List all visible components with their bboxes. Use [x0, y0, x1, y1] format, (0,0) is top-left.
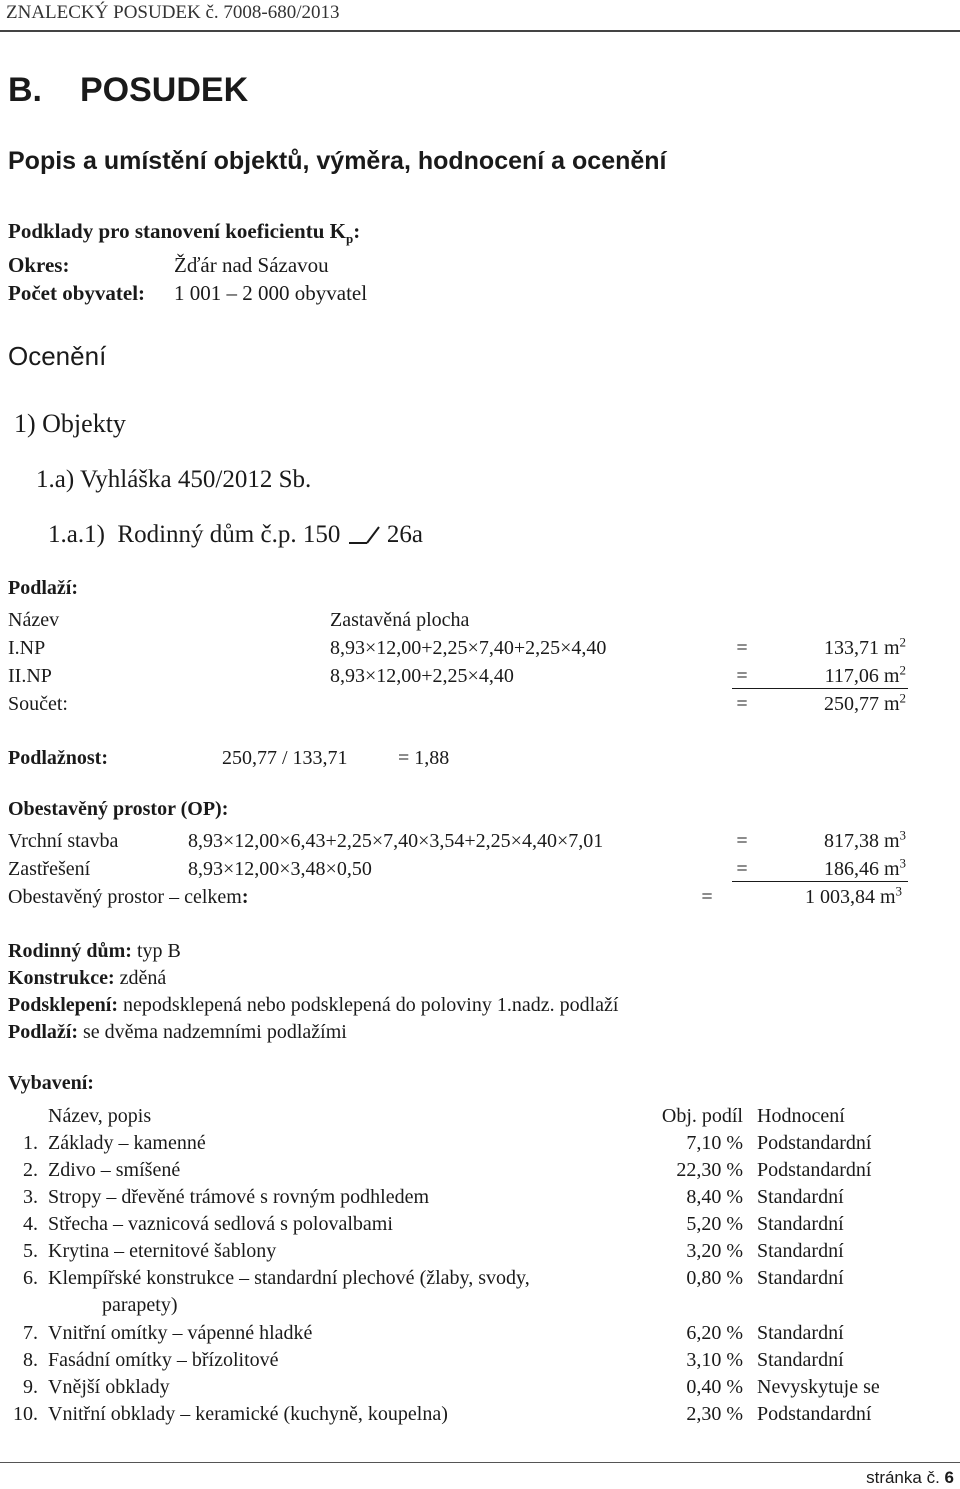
op-row-value: [760, 829, 906, 853]
podlazi-col-nazev: Název: [8, 609, 60, 631]
vybaveni-row-share: 6,20 %: [686, 1322, 743, 1344]
vybaveni-row-share: 0,40 %: [686, 1376, 743, 1398]
header-rule: [0, 30, 960, 32]
op-total-label-text: Obestavěný prostor – celkem: [8, 886, 242, 908]
rodinny-dum-num: 1.a.1): [48, 521, 105, 548]
vybaveni-row-rating: Standardní: [757, 1267, 844, 1289]
op-total-rule: [732, 881, 908, 882]
podlazi-row-value: [760, 636, 906, 660]
podlazi-heading: Podlaží:: [8, 577, 78, 599]
podklady-heading-text: Podklady pro stanovení koeficientu K: [8, 219, 346, 243]
vybaveni-col-share: Obj. podíl: [661, 1105, 743, 1127]
vybaveni-row-share: 5,20 %: [686, 1213, 743, 1235]
op-row-value-text: 817,38 m: [823, 830, 900, 852]
podlazi-row-formula: 8,93×12,00+2,25×4,40: [330, 665, 514, 687]
podlazi-row-value: [760, 664, 906, 688]
rodinny-dum-heading: [48, 520, 423, 550]
podklady-heading: [8, 218, 361, 247]
section-sign-icon: [347, 525, 381, 547]
vybaveni-col-rating: Hodnocení: [757, 1105, 845, 1127]
vybaveni-row-num: 1.: [23, 1132, 38, 1154]
op-total-exp: 3: [895, 883, 902, 899]
footer-page: [866, 1468, 954, 1488]
vybaveni-row-share: 22,30 %: [676, 1159, 743, 1181]
op-row-value-text: 186,46 m: [823, 858, 900, 880]
podlazi-row-eq: =: [736, 665, 748, 687]
op-total-colon: :: [241, 886, 249, 908]
vybaveni-row-share: 8,40 %: [686, 1186, 743, 1208]
prop-value: se dvěma nadzemními podlažími: [83, 1021, 347, 1043]
podlazi-col-plocha: Zastavěná plocha: [330, 609, 470, 631]
vybaveni-row-share: 3,10 %: [686, 1349, 743, 1371]
okres-value: Žďár nad Sázavou: [174, 253, 329, 277]
podlaznost-result: = 1,88: [398, 747, 450, 769]
podlazi-row-name: I.NP: [8, 637, 46, 659]
podlazi-sum-rule: [732, 688, 908, 689]
op-total-value-text: 1 003,84 m: [804, 886, 896, 908]
vybaveni-row-num: 3.: [23, 1186, 38, 1208]
podlaznost-label: Podlažnost:: [8, 747, 108, 769]
op-total-value: [740, 885, 902, 909]
vybaveni-row-name: Fasádní omítky – břízolitové: [48, 1349, 279, 1371]
prop-label: Rodinný dům:: [8, 940, 132, 962]
section-letter: B.: [8, 71, 42, 109]
podlazi-row-exp: 2: [899, 634, 906, 650]
obyvatel-label: Počet obyvatel:: [8, 281, 146, 305]
vybaveni-row-rating: Nevyskytuje se: [757, 1376, 880, 1398]
prop-label: Podlaží:: [8, 1021, 78, 1043]
podlazi-sum-value-text: 250,77 m: [823, 693, 900, 715]
prop-label: Podsklepení:: [8, 994, 119, 1016]
footer-page-label: stránka č.: [866, 1468, 940, 1487]
vybaveni-row-num: 6.: [23, 1267, 38, 1289]
op-total-eq: =: [701, 886, 713, 908]
vybaveni-row-num: 10.: [13, 1403, 38, 1425]
podlazi-sum-label: Součet:: [8, 693, 68, 715]
prop-podsklepeni: [8, 993, 618, 1017]
rodinny-dum-tail: 26a: [386, 521, 423, 548]
vybaveni-row-rating: Podstandardní: [757, 1403, 872, 1425]
vybaveni-row-num: 8.: [23, 1349, 38, 1371]
header-title: ZNALECKÝ POSUDEK č. 7008-680/2013: [6, 2, 340, 23]
vybaveni-row-share: 7,10 %: [686, 1132, 743, 1154]
podlazi-row-name: II.NP: [8, 665, 52, 687]
vybaveni-row-share: 2,30 %: [686, 1403, 743, 1425]
vybaveni-row-name: Vnitřní obklady – keramické (kuchyně, koupelna): [48, 1403, 448, 1425]
vybaveni-row-share: 3,20 %: [686, 1240, 743, 1262]
section-title: POSUDEK: [80, 71, 249, 109]
vybaveni-row-name: Stropy – dřevěné trámové s rovným podhledem: [48, 1186, 430, 1208]
podlazi-row-exp: 2: [899, 662, 906, 678]
vybaveni-row-name: Vnitřní omítky – vápenné hladké: [48, 1322, 313, 1344]
op-row-formula: 8,93×12,00×6,43+2,25×7,40×3,54+2,25×4,40×7,01: [188, 830, 604, 852]
vybaveni-row-name: Zdivo – smíšené: [48, 1159, 181, 1181]
vybaveni-row-name: Střecha – vaznicová sedlová s polovalbami: [48, 1213, 393, 1235]
podklady-heading-sub: p: [346, 231, 354, 247]
podlazi-row-value-text: 133,71 m: [823, 637, 900, 659]
prop-label: Konstrukce:: [8, 967, 115, 989]
op-row-exp: 3: [899, 855, 906, 871]
vybaveni-row-name-cont: parapety): [102, 1294, 178, 1316]
op-row-exp: 3: [899, 827, 906, 843]
vybaveni-row-rating: Podstandardní: [757, 1132, 872, 1154]
vybaveni-row-num: 5.: [23, 1240, 38, 1262]
rodinny-dum-title: Rodinný dům č.p. 150: [117, 521, 341, 548]
podlazi-sum-exp: 2: [899, 690, 906, 706]
vybaveni-row-share: 0,80 %: [686, 1267, 743, 1289]
objekty-heading: 1) Objekty: [14, 409, 126, 438]
podlazi-row-eq: =: [736, 637, 748, 659]
prop-konstrukce: [8, 966, 166, 990]
prop-value: nepodsklepená nebo podsklepená do poloviny 1.nadz. podlaží: [123, 994, 619, 1016]
prop-value: typ B: [136, 940, 181, 962]
vybaveni-row-num: 9.: [23, 1376, 38, 1398]
op-row-name: Zastřešení: [8, 858, 91, 880]
oceneni-heading: Ocenění: [8, 341, 107, 371]
vybaveni-heading: Vybavení:: [8, 1072, 94, 1094]
vybaveni-row-num: 4.: [23, 1213, 38, 1235]
vyhlaska-heading: 1.a) Vyhláška 450/2012 Sb.: [36, 466, 312, 493]
vybaveni-row-name: Základy – kamenné: [48, 1132, 206, 1154]
vybaveni-row-rating: Standardní: [757, 1240, 844, 1262]
vybaveni-row-num: 7.: [23, 1322, 38, 1344]
op-total-label: [8, 885, 249, 909]
footer-rule: [0, 1462, 960, 1463]
vybaveni-col-name: Název, popis: [48, 1105, 152, 1127]
okres-label: Okres:: [8, 253, 70, 277]
op-row-eq: =: [736, 830, 748, 852]
op-row-formula: 8,93×12,00×3,48×0,50: [188, 858, 372, 880]
vybaveni-row-name: Vnější obklady: [48, 1376, 170, 1398]
obyvatel-value: 1 001 – 2 000 obyvatel: [174, 281, 368, 305]
footer-page-num: 6: [944, 1468, 954, 1487]
prop-value: zděná: [119, 967, 167, 989]
podlazi-row-formula: 8,93×12,00+2,25×7,40+2,25×4,40: [330, 637, 607, 659]
vybaveni-row-rating: Standardní: [757, 1322, 844, 1344]
op-row-value: [760, 857, 906, 881]
op-row-eq: =: [736, 858, 748, 880]
podlaznost-formula: 250,77 / 133,71: [222, 747, 348, 769]
podlazi-row-value-text: 117,06 m: [824, 665, 900, 687]
prop-podlazi: [8, 1020, 347, 1044]
podklady-heading-colon: :: [353, 219, 361, 243]
podlazi-sum-value: [760, 692, 906, 716]
vybaveni-row-name: Klempířské konstrukce – standardní plechové (žlaby, svody,: [48, 1267, 530, 1289]
page-subtitle: Popis a umístění objektů, výměra, hodnocení a ocenění: [8, 147, 667, 175]
vybaveni-row-num: 2.: [23, 1159, 38, 1181]
vybaveni-row-name: Krytina – eternitové šablony: [48, 1240, 277, 1262]
vybaveni-row-rating: Standardní: [757, 1186, 844, 1208]
vybaveni-row-rating: Podstandardní: [757, 1159, 872, 1181]
op-row-name: Vrchní stavba: [8, 830, 119, 852]
op-heading: Obestavěný prostor (OP):: [8, 798, 229, 820]
prop-rodinny-dum: [8, 939, 181, 963]
podlazi-sum-eq: =: [736, 693, 748, 715]
vybaveni-row-rating: Standardní: [757, 1349, 844, 1371]
vybaveni-row-rating: Standardní: [757, 1213, 844, 1235]
